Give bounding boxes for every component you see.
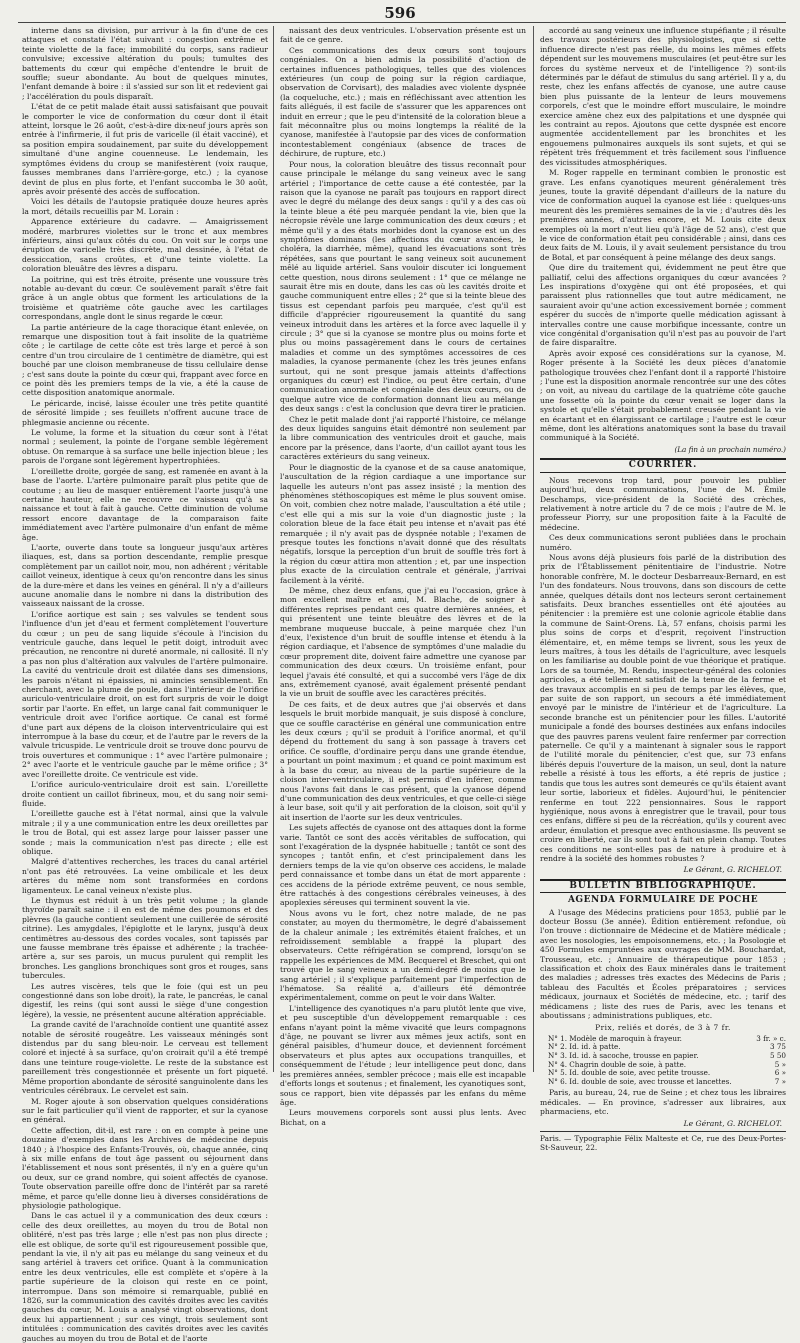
paragraph: Nous recevons trop tard, pour pouvoir les publier aujourd'hui, deux communications, l'une de M. Émile Deschamps, vice-président de la Société des crèches, relativement à notre article du 7 de ce mois ; l'autre de M. le professeur Piorry, sur une proposition faite à la Faculté de médecine. [540, 475, 786, 532]
paragraph: Les sujets affectés de cyanose ont des attaques dont la forme varie. Tantôt ce sont des accès véritables de suffocation, qui sont l'exagération de la dyspnée habituelle ; tantôt ce sont des syncopes ; tantôt enfin, et c'est principalement dans les derniers temps de la vie qu'on observe ces accidens, le malade perd connaissance et tombe dans un état de mort apparente : ces accidens de la période extrême peuvent, ce nous semble, être rattachés à des congestions cérébrales veineuses, à des apoplexies séreuses qui terminent souvent la vie. [280, 823, 526, 908]
paragraph: Dans le cas actuel il y a communication des deux cœurs : celle des deux oreillettes, au moyen du trou de Botal non oblitéré, n'est pas très large ; elle n'est pas non plus directe ; elle est oblique, de sorte qu'il est rigoureusement possible que, pendant la vie, il n'y ait pas eu mélange du sang veineux et du sang artériel à travers cet orifice. Quant à la communication entre les deux ventricules, elle est complète et s'opère à la partie supérieure de la cloison qui reste en ce point, interrompue. Dans son mémoire si remarquable, publié en 1826, sur la communication des cavités droites avec les cavités gauches du cœur, M. Louis a analysé vingt observations, dont deux lui appartiennent ; sur ces vingt, trois seulement sont intitulées : communication des cavités droites avec les cavités gauches au moyen du trou de Botal et de l'aorte [22, 1211, 268, 1343]
paragraph: Ces communications des deux cœurs sont toujours congéniales. On a bien admis la possibilité d'action de certaines influences pathologiques, telles que des violences extérieures (un coup de poing sur la région cardiaque, observation de Corvisart), des maladies avec violente dyspnée (la coqueluche, etc.) ; mais en réfléchissant avec attention les faits allégués, il est facile de s'assurer que les apparences ont induit en erreur ; que le peu d'intensité de la coloration bleue a fait méconnaître plus ou moins longtemps la réalité de la cyanose, manifestée à l'autopsie par des vices de conformation incontestablement congéniaux (absence de traces de déchirure, de rupture, etc.) [280, 45, 526, 159]
price-label: N° 4. Chagrin double de soie, à patte. [548, 1059, 687, 1069]
agenda-price-list [548, 1035, 786, 1087]
bulletin-heading: BULLETIN BIBLIOGRAPHIQUE. [540, 879, 786, 893]
column-2 [280, 26, 527, 1127]
paragraph: Nous avons vu le fort, chez notre malade, de ne pas constater, au moyen du thermomètre, le degré d'abaissement de la chaleur animale ; les extrémités étaient fraîches, et un refroidissement semblable a frappé la plupart des observateurs. Cette réfrigération se comprend, lorsqu'on se rappelle les expériences de MM. Becquerel et Breschet, qui ont trouvé que le sang veineux a un demi-degré de moins que le sang artériel ; il s'explique parfaitement par l'imperfection de l'hématose. Sa réalité a, d'ailleurs été démontrée expérimentalement, comme on peut le voir dans Walter. [280, 908, 526, 1003]
price-label: N° 2. Id. id. à patte. [548, 1042, 621, 1052]
paragraph: Malgré d'attentives recherches, les traces du canal artériel n'ont pas été retrouvées. La veine ombilicale et les deux artères du même nom sont transformées en cordons ligamenteux. Le canal veineux n'existe plus. [22, 857, 268, 895]
agenda-description: A l'usage des Médecins praticiens pour 1853, publié par le docteur Bossu (3e année). Édition entièrement refondue, où l'on trouve : dictionnaire de Médecine et de Matière médicale ; avec les nosologies, les empoisonnemens, etc. ; la Posologie et 450 Formules empruntées aux ouvrages de MM. Bouchardat, Trousseau, etc. ; Annuaire de thérapeutique pour 1853 ; classification et choix des Eaux minérales dans le traitement des maladies ; adresses très exactes des Médecins de Paris ; tableau des Facultés et Écoles préparatoires ; services médicaux, journaux et Sociétés de médecine, etc. ; tarif des médicamens ; liste des rues de Paris, avec les tenans et aboutissans ; administrations publiques, etc. [540, 907, 786, 1021]
paragraph: L'orifice aortique est sain ; ses valvules se tendent sous l'influence d'un jet d'eau et ferment complètement l'ouverture du cœur ; un peu de sang liquide s'écoule à l'incision du ventricule gauche, dans lequel le petit doigt, introduit avec précaution, ne rencontre ni dureté anormale, ni callosité. Il n'y a pas non plus d'altération aux valvules de l'artère pulmonaire. La cavité du ventricule droit est dilatée dans ses dimensions, les parois n'étant ni épaissies, ni amincies sensiblement. En cherchant, avec la plume de poule, dans l'intérieur de l'orifice auriculo-ventriculaire droit, on est fort surpris de voir le doigt sortir par l'aorte. En effet, un large canal fait communiquer le ventricule droit avec l'orifice aortique. Ce canal est formé d'une part aux dépens de la cloison interventriculaire qui est interrompue à la base du cœur, et de l'autre par le revers de la valvule tricuspide. Le ventricule droit se trouve donc pourvu de trois ouvertures et communique : 1° avec l'artère pulmonaire ; 2° avec l'aorte et le ventricule gauche par le même orifice ; 3° avec l'oreillette droite. Ce ventricule est vide. [22, 609, 268, 779]
paragraph: Que dire du traitement qui, évidemment ne peut être que palliatif, celui des affections organiques du cœur avancées ? Les inspirations d'oxygène qui ont été proposées, et qui paraissent plus rationnelles que tout autre médicament, ne sauraient avoir qu'une action excessivement bornée ; comment espérer du succès de n'importe quelle médication agissant à intervalles contre une cause morbifique incessante, contre un vice congénital d'organisation qu'il n'est pas au pouvoir de l'art de faire disparaître. [540, 263, 786, 348]
paragraph: Après avoir exposé ces considérations sur la cyanose, M. Roger présente à la Société les deux pièces d'anatomie pathologique trouvées chez l'enfant dont il a rapporté l'histoire ; l'une est la disposition anormale rencontrée sur une des côtes ; on voit, au niveau du cartilage de la quatrième côte gauche une fossette où la pointe du cœur venait se loger dans la systole et qu'elle s'était probablement creusée pendant la vie en écartant et en élargissant ce cartilage ; l'autre est le cœur même, dont les altérations anatomiques sont la base du travail communiqué à la Société. [540, 348, 786, 443]
paragraph: naissant des deux ventricules. L'observation présente est un fait de ce genre. [280, 26, 526, 45]
paragraph: interne dans sa division, pur arrivur à la fin d'une de ces attaques et constaté l'état suivant : congestion extrême et teinte violette de la face; immobilité du corps, sans radieur convulsive; excessive altération du pouls; tumultes des battements du cœur qui empêche d'entendre le bruit de souffle; sueur abondante. Au bout de quelques minutes, l'enfant demande à boire : il s'assied sur son lit et redevient gai ; l'accélération du pouls disparaît. [22, 26, 268, 101]
paragraph: De même, chez deux enfans, que j'ai eu l'occasion, grâce à mon excellent maître et ami, M. Blache, de soigner à différentes reprises pendant ces quatre dernières années, et qui présentent une teinte bleuâtre des lèvres et de la membrane muqueuse buccale, à peine marquée chez l'un d'eux, l'existence d'un bruit de souffle intense et étendu à la région cardiaque, et l'absence de symptômes d'une maladie du cœur proprement dite, doivent faire admettre une cyanose par communication des deux cœurs. Un troisième enfant, pour lequel j'avais été consulté, et qui a succombé vers l'âge de dix ans, extrêmement cyanosé, avait également présenté pendant la vie un bruit de souffle avec les caractères précités. [280, 585, 526, 699]
price-value: 3 75 [769, 1042, 786, 1052]
agenda-prices-intro: Prix, reliés et dorés, de 3 à 7 fr. [595, 1023, 731, 1033]
paragraph: Le thymus est réduit à un très petit volume ; la glande thyroïde paraît saine : il en est de même des poumons et des plèvres (la gauche contient seulement une cuillerée de sérosité citrine). Les amygdales, l'épiglotte et le larynx, jusqu'à deux centimètres au-dessous des cordes vocales, sont tapissés par une fausse membrane très épaisse et adhérente ; la trachée-artère a, sur ses parois, un mucus purulent qui remplit les bronches. Les ganglions bronchiques sont gros et rouges, sans tubercules. [22, 895, 268, 981]
paragraph: Apparence extérieure du cadavre. — Amaigrissement modéré, marbrures violettes sur le tronc et aux membres inférieurs, ainsi qu'aux côtés du cou. On voit sur le corps une éruption de varicelle très discrète, mal dessinée, à l'état de dessiccation, sans croûtes, et d'une teinte violette. La coloration bleuâtre des lèvres a disparu. [22, 217, 268, 274]
price-value: 7 » [774, 1076, 786, 1086]
paragraph: Chez le petit malade dont j'ai rapporté l'histoire, ce mélange des deux liquides sanguins était démontré non seulement par la libre communication des ventricules droit et gauche, mais encore par la présence, dans l'aorte, d'un caillot ayant tous les caractères extérieurs du sang veineux. [280, 414, 526, 462]
paragraph: La poitrine, qui est très étroite, présente une voussure très notable au-devant du cœur. Ce soulèvement paraît s'être fait grâce à un angle obtus que forment les articulations de la troisième et quatrième côte gauche avec les cartilages correspondans, angle dont le sinus regarde le cœur. [22, 274, 268, 322]
paragraph: accordé au sang veineux une influence stupéfiante ; il résulte des travaux postérieurs des physiologistes, que si cette influence directe n'est pas réelle, du moins les mêmes effets dépendent sur les mouvemens musculaires (et peut-être sur les forces du système nerveux et de l'intelligence ?) sont-ils déterminés par le défaut de stimulus du sang artériel. Il y a, du reste, chez les enfans affectés de cyanose, une autre cause bien plus puissante de la lenteur de leurs mouvemens corporels, c'est que le moindre effort musculaire, le moindre exercice amène chez eux des palpitations et une dyspnée qui les contraint au repos. Ajoutons que cette dyspnée est encore augmentée accidentellement par les bronchites et les engouemens pulmonaires auxquels ils sont sujets, et qui se répètent très fréquemment et très facilement sous l'influence des vicissitudes atmosphériques. [540, 26, 786, 167]
price-label: N° 1. Modèle de maroquin à frayeur. [548, 1033, 682, 1043]
paragraph: L'aorte, ouverte dans toute sa longueur jusqu'aux artères iliaques, est, dans sa portion descendante, remplie presque complètement par un caillot noir, mou, non adhérent ; véritable caillot veineux, identique à ceux qu'on rencontre dans les sinus de la dure-mère et dans les veines en général. Il n'y a d'ailleurs aucune anomalie dans le nombre ni dans la distribution des vaisseaux naissant de la crosse. [22, 542, 268, 609]
price-label: N° 5. Id. double de soie, avec petite trousse. [548, 1068, 711, 1078]
paragraph: L'état de ce petit malade était aussi satisfaisant que pouvait le comporter le vice de conformation du cœur dont il était atteint, lorsque le 26 août, c'est-à-dire dix-neuf jours après son entrée à l'infirmerie, il fut pris de varicelle (il était vacciné), et sa position empira soudainement, par suite du développement simultané d'une angine couenneuse. Le lendemain, les symptômes évidens du croup se manifestèrent (voix rauque, fausses membranes dans l'arrière-gorge, etc.) ; la cyanose devint de plus en plus forte, et l'enfant succomba le 30 août, après avoir présenté des accès de suffocation. [22, 102, 268, 196]
paragraph: Pour nous, la coloration bleuâtre des tissus reconnaît pour cause principale le mélange du sang veineux avec le sang artériel ; l'importance de cette cause a été contestée, par la raison que la cyanose ne paraît pas toujours en rapport direct avec le degré du mélange des deux sangs : qu'il y a des cas où la teinte bleue a été peu marquée pendant la vie, bien que la nécropsie révèle une large communication des deux cœurs ; et même qu'il y a des états morbides dont la cyanose est un des symptômes dominans (les affections du cœur avancées, le choléra, la diarrhée, même), quand les évacuations sont très répétées, sans que pourtant le sang veineux soit aucunement mêlé au liquide artériel. Sans vouloir discuter ici longuement cette question, nous dirons seulement : 1° que ce mélange ne saurait être mis en doute, dans les cas où les cavités droite et gauche communiquent entre elles ; 2° que si la teinte bleue des tissus est cependant parfois peu marquée, c'est qu'il est difficile d'apprécier rigoureusement la quantité du sang veineux introduit dans les artères et la force avec laquelle il y circule ; 3° que si la cyanose se montre plus ou moins forte et plus ou moins passagèrement dans le cours de certaines maladies et comme un des symptômes accessoires de ces maladies, la cyanose permanente (chez les très jeunes enfans surtout, qui ne sont presque jamais atteints d'affections organiques du cœur) est l'indice, ou peut être certain, d'une communication anormale et congéniale des deux cœurs, ou de quelque autre vice de conformation donnant lieu au mélange des deux sangs : c'est la conclusion que devra tirer le praticien. [280, 159, 526, 414]
gerant-signature: Le Gérant, G. RICHELOT. [683, 1118, 782, 1128]
paragraph: L'oreillette gauche est à l'état normal, ainsi que la valvule mitrale ; il y a une communication entre les deux oreillettes par le trou de Botal, qui est assez large pour laisser passer une sonde ; mais la communication n'est pas directe ; elle est oblique. [22, 809, 268, 856]
page-number: 596 [384, 4, 416, 22]
column-3 [540, 26, 786, 1153]
paragraph: Cette affection, dit-il, est rare : on en compte à peine une douzaine d'exemples dans les Archives de médecine depuis 1840 ; à l'hospice des Enfants-Trouvés, où, chaque année, cinq à six mille enfans de tout âge passent ou séjournent dans l'établissement et nous sont présentés, il n'y en a guère qu'un ou deux, sur ce grand nombre, qui soient affectés de cyanose. Toute observation pareille offre donc de l'intérêt par sa rareté même, et parce qu'elle donne lieu à diverses considérations de physiologie pathologique. [22, 1125, 268, 1210]
paragraph: Voici les détails de l'autopsie pratiquée douze heures après la mort, détails recueillis par M. Lorain : [22, 197, 268, 216]
paragraph: Les autres viscères, tels que le foie (qui est un peu congestionné dans son lobe droit), la rate, le pancréas, le canal digestif, les reins (qui sont aussi le siège d'une congestion légère), la vessie, ne présentent aucune altération appréciable. [22, 981, 268, 1019]
price-row [548, 1078, 786, 1087]
agenda-heading: AGENDA FORMULAIRE DE POCHE [567, 895, 759, 906]
price-label: N° 3. Id. id. à sacoche, trousse en papier. [548, 1051, 699, 1061]
continued-note: (La fin à un prochain numéro.) [674, 444, 786, 454]
paragraph: Pour le diagnostic de la cyanose et de sa cause anatomique, l'auscultation de la région cardiaque a une importance sur laquelle les auteurs n'ont pas assez insisté ; la mention des phénomènes stéthoscopiques est même le plus souvent omise. On voit, combien chez notre malade, l'auscultation a été utile ; c'est elle qui a mis sur la voie d'un diagnostic juste ; la coloration bleue de la face était peu intense et n'avait pas été remarquée ; il n'y avait pas de dyspnée notable ; l'examen de presque toutes les fonctions n'avait donné que des résultats négatifs, lorsque la perception d'un bruit de souffle très fort à la région du cœur attira mon attention ; et, par une inspection plus exacte de la circulation centrale et générale, j'arrivai facilement à la vérité. [280, 462, 526, 585]
agenda-footer: Paris, au bureau, 24, rue de Seine ; et chez tous les libraires médicales. — En province, s'adresser aux libraires, aux pharmaciens, etc. [540, 1088, 786, 1117]
paragraph: M. Roger rappelle en terminant combien le pronostic est grave. Les enfans cyanotiques meurent généralement très jeunes, toute la gravité dépendant d'ailleurs de la nature du vice de conformation auquel la cyanose est liée : quelques-uns meurent dès les premières semaines de la vie ; d'autres dès les premières années, d'autres encore, et M. Louis cite deux exemples où la mort n'eut lieu qu'à l'âge de 52 ans), c'est que le vice de conformation était peu considérable ; ainsi, dans ces deux faits de M. Louis, il y avait seulement persistance du trou de Botal, et par conséquent à peine mélange des deux sangs. [540, 168, 786, 262]
paragraph: Le volume, la forme et la situation du cœur sont à l'état normal ; seulement, la pointe de l'organe semble légèrement obtuse. On remarque à sa surface une belle injection bleue ; les parois de l'organe sont légèrement hypertrophiées. [22, 428, 268, 466]
courrier-heading: COURRIER. [540, 458, 786, 472]
paragraph: L'intelligence des cyanotiques n'a paru plutôt lente que vive, et peu susceptible d'un développement remarquable : ces enfans n'ayant point la même vivacité que leurs compagnons d'âge, ne pouvant se livrer aux mêmes jeux actifs, sont en général paisibles, d'humeur douce, et deviennent forcément observateurs et plus aptes aux occupations tranquilles, et conséquemment de l'étude ; leur intelligence peut donc, dans les premières années, sembler précoce ; mais elle est incapable d'efforts longs et soutenus ; et finalement, les cyanotiques sont, sous ce rapport, bien vite dépassés par les enfans du même âge. [280, 1003, 527, 1107]
paragraph: Nous avons déjà plusieurs fois parlé de la distribution des prix de l'Établissement pénitentiaire de l'industrie. Notre honorable confrère, M. le docteur Desbarreaux-Bernard, en est l'un des fondateurs. Nous trouvons, dans son discours de cette année, quelques détails dont nos lecteurs seront certainement satisfaits. Deux branches essentielles ont été ajoutées au pénitencier : la première est une colonie agricole établie dans la commune de Saint-Orens. Là, 57 enfans, choisis parmi les plus soins de corps et d'esprit, reçoivent l'instruction élémentaire, et, en même temps se livrent, sous les yeux de leurs maîtres, à tous les détails de l'agriculture, avec lesquels on les familiarise au double point de vue théorique et pratique. Lors de sa tournée, M. Rendu, inspecteur-général des colonies agricoles, a été tellement satisfait de la tenue de la ferme et des travaux accomplis en si peu de temps par les élèves, que, par suite de son rapport, un secours a été immédiatement envoyé par le ministre de l'intérieur et de l'agriculture. La seconde branche est un pénitencier pour les filles. L'autorité municipale a fondé des bourses destinées aux enfans indociles que des pauvres parens veulent faire renfermer par correction paternelle. Ce qu'il y a maintenant à signaler sous le rapport de l'utilité morale du pénitencier, c'est que, sur 73 enfans libérés depuis l'ouverture de la maison, un seul, dont la nature rebelle a résisté à tous les efforts, a été repris de justice ; tandis que tous les autres sont demeurés ce qu'ils étaient avant leur sortie, laborieux et fidèles. Aujourd'hui, le pénitencier renferme en tout 222 pensionnaires. Sous le rapport hygiénique, nous avons à enregistrer que le travail, pour tous ces enfans, diffère si peu de la récréation, qu'ils y courent avec ardeur, émulation et presque avec enthousiasme. Ils peuvent se croire en liberté, car ils sont tout à fait en plein champ. Toutes ces conditions ne sont-elles pas de nature à produire et à rendre à la société des hommes robustes ? [540, 552, 786, 863]
paragraph: L'orifice auriculo-ventriculaire droit est sain. L'oreillette droite contient un caillot fibrineux, mou, et du sang noir semi-fluide. [22, 780, 268, 808]
column-1 [22, 26, 268, 1343]
paragraph: Le péricarde, incisé, laisse écouler une très petite quantité de sérosité limpide ; ses feuillets n'offrent aucune trace de phlegmasie ancienne ou récente. [22, 398, 268, 427]
paragraph: M. Roger ajoute à son observation quelques considérations sur le fait particulier qu'il vient de rapporter, et sur la cyanose en général. [22, 1096, 268, 1125]
paragraph: La partie antérieure de la cage thoracique étant enlevée, on remarque une disposition tout à fait insolite de la quatrième côte ; le cartilage de cette côte est très large et percé à son centre d'un trou circulaire de 1 centimètre de diamètre, qui est bouché par une cloison membraneuse de tissu cellulaire dense ; c'est sans doute la pointe du cœur qui, frappant avec force en ce point dès les premiers temps de la vie, a été la cause de cette disposition anatomique anormale. [22, 322, 268, 398]
column-divider [533, 26, 534, 1072]
price-label: N° 6. Id. double de soie, avec trousse et lancettes. [548, 1076, 732, 1086]
header-rule [18, 22, 786, 23]
paragraph: Leurs mouvemens corporels sont aussi plus lents. Avec Bichat, on a [280, 1108, 526, 1127]
paragraph: Ces deux communications seront publiées dans le prochain numéro. [540, 533, 786, 552]
price-value: 3 fr. » c. [756, 1033, 786, 1043]
price-value: 6 » [774, 1068, 786, 1078]
price-value: 5 » [774, 1059, 786, 1069]
courrier-signature: Le Gérant, G. RICHELOT. [683, 865, 782, 875]
price-value: 5 50 [769, 1051, 786, 1061]
paragraph: De ces faits, et de deux autres que j'ai observés et dans lesquels le bruit morbide manquait, je suis disposé à conclure, que ce souffle caractérise en général une communication entre les deux cœurs ; qu'il se produit à l'orifice anormal, et qu'il dépend du frottement du sang à son passage à travers cet orifice. Ce souffle, d'ordinaire perçu dans une grande étendue, a pourtant un point maximum ; et quand ce point maximum est à la base du cœur, au niveau de la partie supérieure de la cloison inter-ventriculaire, il est permis d'en inférer, comme nous l'avons fait dans le cas présent, que la cyanose dépend d'une communication des deux ventricules, et que celle-ci siège à leur base, soit qu'il y ait perforation de la cloison, soit qu'il y ait insertion de l'aorte sur les deux ventricules. [280, 699, 526, 822]
paragraph: La grande cavité de l'arachnoïde contient une quantité assez notable de sérosité rougeâtre. Les vaisseaux méningés sont distendus par du sang bleu-noir. Le cerveau est tellement coloré et injecté à sa surface, qu'on croirait qu'il a été trempé dans une teinture rouge-violette. Le reste de la substance est pareillement très congestionnée et présente un fort piqueté. Même proportion abondante de sérosité sanguinolente dans les ventricules cérébraux. Le cervelet est sain. [22, 1020, 268, 1096]
column-divider [273, 26, 274, 1072]
paragraph: L'oreillette droite, gorgée de sang, est ramenée en avant à la base de l'aorte. L'artère pulmonaire paraît plus petite que de coutume ; au lieu de masquer entièrement l'aorte jusqu'à une certaine hauteur, elle ne recouvre ce vaisseau qu'à sa naissance et tout à fait à gauche. Cette diminution de volume ressort encore davantage de la comparaison faite immédiatement avec l'artère pulmonaire d'un enfant de même âge. [22, 466, 268, 542]
printer-imprint: Paris. — Typographie Félix Malteste et Ce, rue des Deux-Portes-St-Sauveur, 22. [540, 1131, 786, 1153]
